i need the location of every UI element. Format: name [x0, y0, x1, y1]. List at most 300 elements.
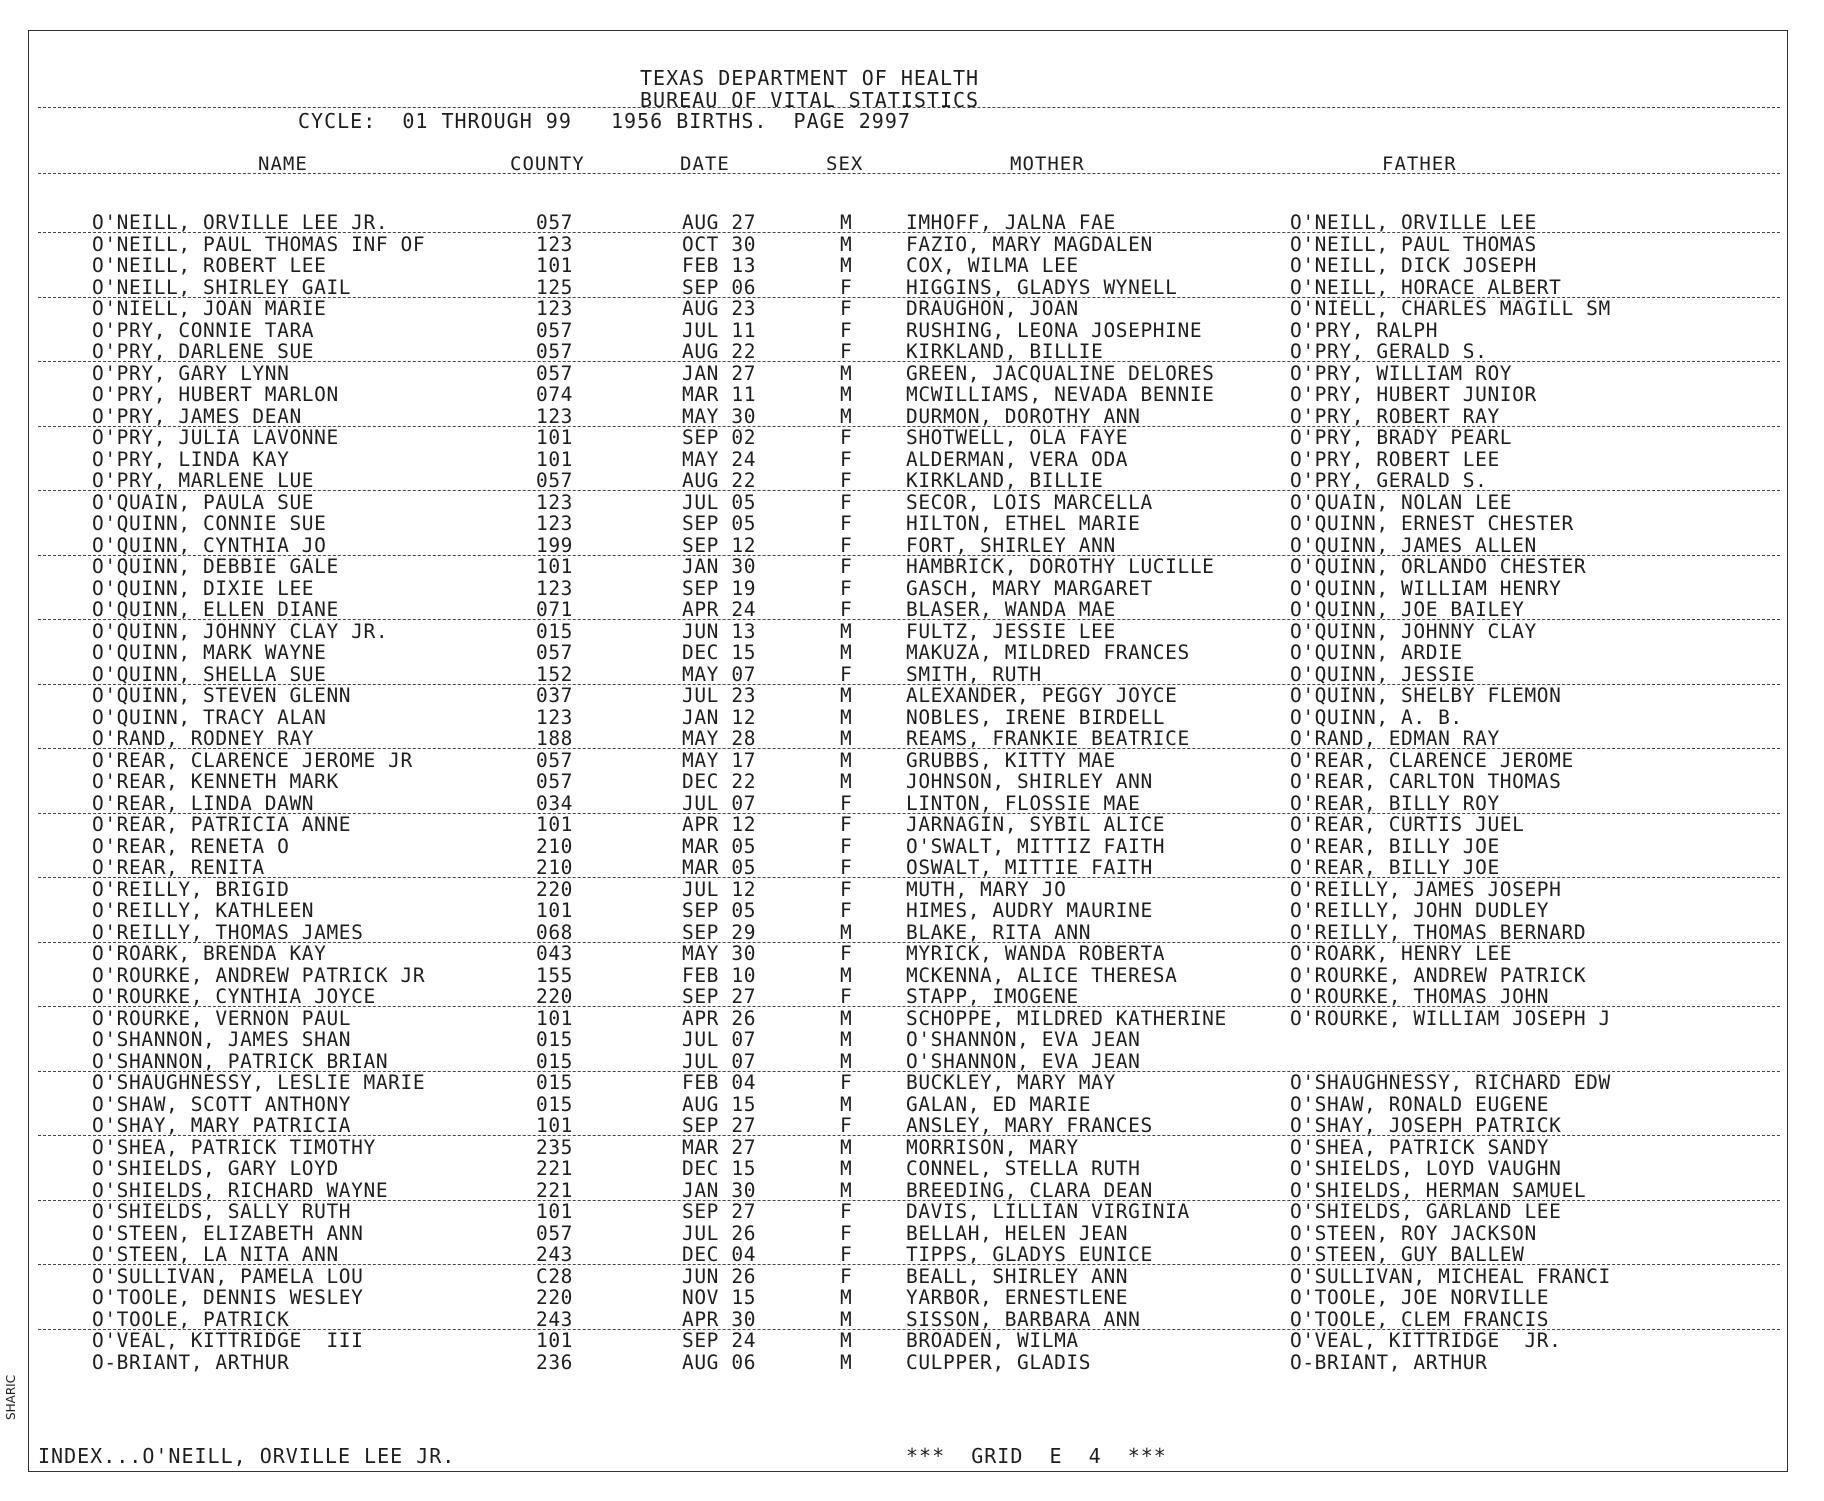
cell-county: 015 [536, 1028, 574, 1051]
cell-county: 101 [536, 426, 574, 449]
cell-name: O'QUINN, JOHNNY CLAY JR. [92, 619, 389, 643]
table-row [0, 1287, 1824, 1309]
cell-sex: F [840, 340, 853, 363]
cell-date: APR 26 [682, 1006, 757, 1030]
cell-date: JAN 27 [682, 361, 757, 385]
cell-sex: M [840, 770, 853, 793]
cell-mother: FAZIO, MARY MAGDALEN [906, 232, 1153, 256]
cell-sex: M [840, 1049, 853, 1073]
cell-father: O'PRY, GERALD S. [1290, 469, 1488, 492]
cell-mother: MYRICK, WANDA ROBERTA [906, 942, 1166, 965]
cell-name: O'QUINN, CYNTHIA JO [92, 533, 327, 557]
table-row [0, 621, 1824, 643]
cell-father: O'ROURKE, WILLIAM JOSEPH J [1290, 1006, 1611, 1030]
table-row [0, 1223, 1824, 1245]
cell-father: O'PRY, BRADY PEARL [1290, 426, 1513, 449]
table-row [0, 1115, 1824, 1137]
cell-father: O'NEILL, DICK JOSEPH [1290, 254, 1537, 277]
cell-date: MAY 24 [682, 447, 757, 471]
cell-father: O'QUINN, ARDIE [1290, 641, 1463, 664]
cell-county: 057 [536, 641, 574, 664]
cell-date: OCT 30 [682, 232, 757, 256]
cell-name: O'ROURKE, VERNON PAUL [92, 1006, 352, 1030]
cell-county: 043 [536, 942, 574, 965]
cell-date: FEB 04 [682, 1071, 757, 1094]
cell-sex: F [840, 318, 853, 342]
cell-name: O'TOOLE, PATRICK [92, 1307, 290, 1331]
header-divider [38, 107, 1780, 108]
cell-mother: HAMBRICK, DOROTHY LUCILLE [906, 555, 1215, 578]
cell-date: JUL 07 [682, 791, 757, 815]
cell-sex: M [840, 1286, 853, 1309]
cell-father: O'QUINN, WILLIAM HENRY [1290, 576, 1562, 600]
cell-mother: MORRISON, MARY [906, 1135, 1079, 1159]
cell-father: O'REILLY, JOHN DUDLEY [1290, 899, 1550, 922]
cell-name: O'REILLY, KATHLEEN [92, 899, 315, 922]
cell-sex: M [840, 1329, 853, 1352]
cell-mother: HIMES, AUDRY MAURINE [906, 899, 1153, 922]
cell-sex: F [840, 985, 853, 1008]
cell-date: SEP 02 [682, 426, 757, 449]
cell-mother: MUTH, MARY JO [906, 877, 1067, 901]
cell-date: JUN 26 [682, 1264, 757, 1288]
cell-date: JUL 05 [682, 490, 757, 514]
table-row [0, 793, 1824, 815]
cell-father: O'QUINN, ORLANDO CHESTER [1290, 555, 1587, 578]
cell-mother: STAPP, IMOGENE [906, 985, 1079, 1008]
cell-sex: F [840, 1221, 853, 1245]
cell-county: 057 [536, 770, 574, 793]
side-label: SHARIC [4, 1374, 18, 1420]
table-row [0, 707, 1824, 729]
cell-date: MAY 30 [682, 404, 757, 428]
cell-name: O'PRY, HUBERT MARLON [92, 383, 339, 406]
cell-county: 101 [536, 899, 574, 922]
cell-date: SEP 05 [682, 512, 757, 535]
cell-name: O'SHAW, SCOTT ANTHONY [92, 1092, 352, 1116]
cell-date: JAN 30 [682, 555, 757, 578]
cell-sex: M [840, 641, 853, 664]
cell-mother: O'SWALT, MITTIZ FAITH [906, 834, 1166, 858]
cell-father: O'REAR, CARLTON THOMAS [1290, 770, 1562, 793]
table-row [0, 879, 1824, 901]
table-row [0, 900, 1824, 922]
cell-father: O'STEEN, GUY BALLEW [1290, 1243, 1525, 1266]
cell-sex: M [840, 920, 853, 944]
cell-county: 057 [536, 748, 574, 772]
cell-mother: DURMON, DOROTHY ANN [906, 404, 1141, 428]
cell-name: O'QUINN, TRACY ALAN [92, 705, 327, 729]
cell-name: O'REILLY, THOMAS JAMES [92, 920, 364, 944]
cell-mother: FULTZ, JESSIE LEE [906, 619, 1116, 643]
cell-name: O'QUINN, STEVEN GLENN [92, 684, 352, 707]
cell-county: 057 [536, 318, 574, 342]
cell-sex: M [840, 232, 853, 256]
cell-sex: M [840, 727, 853, 750]
table-row [0, 836, 1824, 858]
cell-name: O'PRY, JULIA LAVONNE [92, 426, 339, 449]
cell-county: 101 [536, 1329, 574, 1352]
cell-sex: F [840, 533, 853, 557]
cell-father: O'QUINN, JOHNNY CLAY [1290, 619, 1537, 643]
cell-county: 074 [536, 383, 574, 406]
cell-mother: ALDERMAN, VERA ODA [906, 447, 1129, 471]
cell-county: 243 [536, 1307, 574, 1331]
cell-sex: F [840, 1243, 853, 1266]
table-row [0, 943, 1824, 965]
table-row [0, 556, 1824, 578]
cell-sex: F [840, 555, 853, 578]
cell-name: O'QUINN, CONNIE SUE [92, 512, 327, 535]
cell-mother: YARBOR, ERNESTLENE [906, 1286, 1129, 1309]
cell-father: O'REILLY, JAMES JOSEPH [1290, 877, 1562, 901]
table-row [0, 1352, 1824, 1374]
cell-mother: SMITH, RUTH [906, 662, 1042, 686]
cell-mother: O'SHANNON, EVA JEAN [906, 1028, 1141, 1051]
table-row [0, 298, 1824, 320]
cell-father: O'SHIELDS, LOYD VAUGHN [1290, 1157, 1562, 1180]
cell-county: 057 [536, 211, 574, 234]
cell-date: AUG 22 [682, 469, 757, 492]
cell-sex: M [840, 684, 853, 707]
cell-name: O'REAR, KENNETH MARK [92, 770, 339, 793]
cell-name: O'SULLIVAN, PAMELA LOU [92, 1264, 364, 1288]
cell-mother: LINTON, FLOSSIE MAE [906, 791, 1141, 815]
cell-date: SEP 27 [682, 1114, 757, 1137]
birth-records-table [0, 212, 1824, 1373]
cell-date: DEC 04 [682, 1243, 757, 1266]
cell-name: O'PRY, DARLENE SUE [92, 340, 315, 363]
cell-father: O'NIELL, CHARLES MAGILL SM [1290, 297, 1611, 320]
cell-date: NOV 15 [682, 1286, 757, 1309]
cell-name: O'SHEA, PATRICK TIMOTHY [92, 1135, 376, 1159]
cell-county: 220 [536, 1286, 574, 1309]
table-row [0, 1330, 1824, 1352]
cell-mother: CONNEL, STELLA RUTH [906, 1157, 1141, 1180]
table-row [0, 1072, 1824, 1094]
cell-father: O'NEILL, ORVILLE LEE [1290, 211, 1537, 234]
cell-father: O'SHAW, RONALD EUGENE [1290, 1092, 1550, 1116]
cell-name: O'SHANNON, JAMES SHAN [92, 1028, 352, 1051]
table-row [0, 750, 1824, 772]
cell-date: MAY 30 [682, 942, 757, 965]
cell-name: O'QUINN, DEBBIE GALE [92, 555, 339, 578]
table-row [0, 664, 1824, 686]
cell-father: O'PRY, HUBERT JUNIOR [1290, 383, 1537, 406]
cell-sex: F [840, 942, 853, 965]
cell-father: O'SULLIVAN, MICHEAL FRANCI [1290, 1264, 1611, 1288]
cell-mother: BROADEN, WILMA [906, 1329, 1079, 1352]
table-row [0, 685, 1824, 707]
col-father: FATHER [1382, 153, 1457, 175]
cell-sex: F [840, 856, 853, 879]
cell-mother: MAKUZA, MILDRED FRANCES [906, 641, 1190, 664]
cell-county: 057 [536, 469, 574, 492]
table-row [0, 1180, 1824, 1202]
cell-mother: IMHOFF, JALNA FAE [906, 211, 1116, 234]
table-row [0, 728, 1824, 750]
table-row [0, 965, 1824, 987]
cell-name: O'NEILL, ROBERT LEE [92, 254, 327, 277]
cell-mother: KIRKLAND, BILLIE [906, 340, 1104, 363]
cell-county: 015 [536, 1092, 574, 1116]
cell-mother: COX, WILMA LEE [906, 254, 1079, 277]
cell-name: O'ROARK, BRENDA KAY [92, 942, 327, 965]
cell-date: AUG 23 [682, 297, 757, 320]
cell-father: O'REAR, BILLY ROY [1290, 791, 1500, 815]
cell-date: APR 24 [682, 598, 757, 621]
cell-father: O'SHEA, PATRICK SANDY [1290, 1135, 1550, 1159]
table-row [0, 449, 1824, 471]
cell-county: 221 [536, 1157, 574, 1180]
cell-name: O'REAR, LINDA DAWN [92, 791, 315, 815]
cell-name: O'PRY, JAMES DEAN [92, 404, 302, 428]
cell-date: FEB 13 [682, 254, 757, 277]
cell-mother: BELLAH, HELEN JEAN [906, 1221, 1129, 1245]
cell-name: O'QUINN, DIXIE LEE [92, 576, 315, 600]
table-row [0, 212, 1824, 234]
table-row [0, 234, 1824, 256]
cell-sex: M [840, 963, 853, 987]
cell-county: 071 [536, 598, 574, 621]
cell-mother: GASCH, MARY MARGARET [906, 576, 1153, 600]
cell-father: O'QUINN, JAMES ALLEN [1290, 533, 1537, 557]
cell-county: 068 [536, 920, 574, 944]
cell-date: JUL 26 [682, 1221, 757, 1245]
cell-county: 220 [536, 985, 574, 1008]
cell-date: DEC 15 [682, 1157, 757, 1180]
cell-father: O'VEAL, KITTRIDGE JR. [1290, 1329, 1562, 1352]
table-row [0, 986, 1824, 1008]
cell-sex: F [840, 576, 853, 600]
cell-father: O'QUINN, JESSIE [1290, 662, 1476, 686]
cell-name: O'REAR, RENETA O [92, 834, 290, 858]
table-row [0, 341, 1824, 363]
cell-name: O'QUINN, SHELLA SUE [92, 662, 327, 686]
cell-date: JAN 12 [682, 705, 757, 729]
cell-sex: F [840, 469, 853, 492]
cell-mother: TIPPS, GLADYS EUNICE [906, 1243, 1153, 1266]
cell-mother: JOHNSON, SHIRLEY ANN [906, 770, 1153, 793]
cell-name: O'STEEN, ELIZABETH ANN [92, 1221, 364, 1245]
cell-county: 123 [536, 490, 574, 514]
cell-county: 123 [536, 576, 574, 600]
cell-county: 101 [536, 813, 574, 836]
cell-county: 123 [536, 404, 574, 428]
table-row [0, 513, 1824, 535]
cell-county: 057 [536, 361, 574, 385]
cycle-line: CYCLE: 01 THROUGH 99 1956 BIRTHS. PAGE 2997 [298, 109, 911, 133]
footer-grid: *** GRID E 4 *** [906, 1444, 1167, 1468]
cell-sex: M [840, 1307, 853, 1331]
cell-name: O'PRY, GARY LYNN [92, 361, 290, 385]
table-row [0, 277, 1824, 299]
cell-father: O'PRY, WILLIAM ROY [1290, 361, 1513, 385]
cell-date: SEP 29 [682, 920, 757, 944]
cell-father: O'QUINN, A. B. [1290, 705, 1463, 729]
cell-father: O-BRIANT, ARTHUR [1290, 1350, 1488, 1374]
table-row [0, 922, 1824, 944]
cell-father: O'QUINN, ERNEST CHESTER [1290, 512, 1574, 535]
cell-sex: M [840, 1178, 853, 1202]
cell-father: O'NEILL, HORACE ALBERT [1290, 275, 1562, 299]
cell-county: 152 [536, 662, 574, 686]
cell-father: O'PRY, RALPH [1290, 318, 1439, 342]
cell-county: 015 [536, 1049, 574, 1073]
cell-date: DEC 15 [682, 641, 757, 664]
cell-name: O'SHANNON, PATRICK BRIAN [92, 1049, 389, 1073]
cell-name: O'VEAL, KITTRIDGE III [92, 1329, 364, 1352]
cell-date: APR 30 [682, 1307, 757, 1331]
cell-sex: M [840, 748, 853, 772]
cell-date: AUG 22 [682, 340, 757, 363]
table-row [0, 492, 1824, 514]
cell-sex: M [840, 404, 853, 428]
cell-date: AUG 06 [682, 1350, 757, 1374]
col-name: NAME [258, 153, 308, 175]
cell-county: 123 [536, 512, 574, 535]
cell-sex: F [840, 512, 853, 535]
cell-county: 057 [536, 340, 574, 363]
cell-mother: HIGGINS, GLADYS WYNELL [906, 275, 1178, 299]
cell-father: O'SHAY, JOSEPH PATRICK [1290, 1114, 1562, 1137]
table-row [0, 1201, 1824, 1223]
cell-father: O'SHAUGHNESSY, RICHARD EDW [1290, 1071, 1611, 1094]
cell-name: O'STEEN, LA NITA ANN [92, 1243, 339, 1266]
table-row [0, 599, 1824, 621]
cell-date: SEP 27 [682, 1200, 757, 1223]
cell-sex: F [840, 275, 853, 299]
cell-mother: GREEN, JACQUALINE DELORES [906, 361, 1215, 385]
cell-mother: O'SHANNON, EVA JEAN [906, 1049, 1141, 1073]
cell-mother: MCWILLIAMS, NEVADA BENNIE [906, 383, 1215, 406]
cell-mother: JARNAGIN, SYBIL ALICE [906, 813, 1166, 836]
cell-sex: M [840, 705, 853, 729]
col-sex: SEX [826, 153, 864, 175]
cell-name: O'NEILL, PAUL THOMAS INF OF [92, 232, 426, 256]
cell-name: O'ROURKE, CYNTHIA JOYCE [92, 985, 376, 1008]
cell-date: APR 12 [682, 813, 757, 836]
cell-father: O'REAR, CURTIS JUEL [1290, 813, 1525, 836]
cell-sex: F [840, 791, 853, 815]
table-row [0, 470, 1824, 492]
cell-date: SEP 19 [682, 576, 757, 600]
cell-father: O'PRY, ROBERT RAY [1290, 404, 1500, 428]
cell-county: 188 [536, 727, 574, 750]
table-row [0, 384, 1824, 406]
cell-date: MAR 11 [682, 383, 757, 406]
cell-sex: F [840, 834, 853, 858]
column-header-divider [38, 173, 1780, 174]
cell-county: 101 [536, 447, 574, 471]
cell-father: O'QUINN, SHELBY FLEMON [1290, 684, 1562, 707]
cell-mother: SCHOPPE, MILDRED KATHERINE [906, 1006, 1227, 1030]
cell-father: O'ROURKE, ANDREW PATRICK [1290, 963, 1587, 987]
cell-name: O'SHIELDS, GARY LOYD [92, 1157, 339, 1180]
cell-date: SEP 06 [682, 275, 757, 299]
cell-county: 125 [536, 275, 574, 299]
cell-sex: F [840, 1071, 853, 1094]
table-row [0, 771, 1824, 793]
table-row [0, 320, 1824, 342]
table-row [0, 814, 1824, 836]
cell-county: 221 [536, 1178, 574, 1202]
cell-county: 015 [536, 1071, 574, 1094]
cell-county: 123 [536, 705, 574, 729]
cell-mother: BEALL, SHIRLEY ANN [906, 1264, 1129, 1288]
cell-date: MAR 05 [682, 834, 757, 858]
cell-sex: F [840, 297, 853, 320]
cell-name: O'REAR, RENITA [92, 856, 265, 879]
cell-county: 101 [536, 1114, 574, 1137]
cell-county: 101 [536, 254, 574, 277]
cell-sex: F [840, 447, 853, 471]
cell-sex: M [840, 1350, 853, 1374]
cell-date: DEC 22 [682, 770, 757, 793]
cell-county: 236 [536, 1350, 574, 1374]
table-row [0, 1158, 1824, 1180]
cell-date: MAY 17 [682, 748, 757, 772]
cell-county: 235 [536, 1135, 574, 1159]
table-row [0, 642, 1824, 664]
cell-father: O'ROARK, HENRY LEE [1290, 942, 1513, 965]
cell-county: 015 [536, 619, 574, 643]
cell-sex: F [840, 877, 853, 901]
cell-name: O'REILLY, BRIGID [92, 877, 290, 901]
cell-date: JAN 30 [682, 1178, 757, 1202]
cell-date: MAY 07 [682, 662, 757, 686]
cell-sex: M [840, 254, 853, 277]
cell-name: O'SHIELDS, RICHARD WAYNE [92, 1178, 389, 1202]
cell-county: 037 [536, 684, 574, 707]
cell-mother: NOBLES, IRENE BIRDELL [906, 705, 1166, 729]
cell-sex: F [840, 662, 853, 686]
cell-father: O'QUAIN, NOLAN LEE [1290, 490, 1513, 514]
cell-mother: MCKENNA, ALICE THERESA [906, 963, 1178, 987]
cell-date: MAR 27 [682, 1135, 757, 1159]
cell-mother: REAMS, FRANKIE BEATRICE [906, 727, 1190, 750]
col-mother: MOTHER [1010, 153, 1085, 175]
cell-sex: M [840, 211, 853, 234]
cell-date: SEP 27 [682, 985, 757, 1008]
cell-sex: M [840, 1092, 853, 1116]
cell-sex: F [840, 899, 853, 922]
cell-name: O'SHIELDS, SALLY RUTH [92, 1200, 352, 1223]
table-row [0, 857, 1824, 879]
cell-sex: F [840, 1200, 853, 1223]
cell-father: O'REAR, CLARENCE JEROME [1290, 748, 1574, 772]
cell-father: O'NEILL, PAUL THOMAS [1290, 232, 1537, 256]
cell-date: AUG 27 [682, 211, 757, 234]
cell-father: O'ROURKE, THOMAS JOHN [1290, 985, 1550, 1008]
cell-name: O'SHAY, MARY PATRICIA [92, 1114, 352, 1137]
cell-sex: M [840, 619, 853, 643]
table-row [0, 578, 1824, 600]
agency-title: TEXAS DEPARTMENT OF HEALTH [640, 66, 980, 90]
table-row [0, 363, 1824, 385]
cell-name: O'QUINN, ELLEN DIANE [92, 598, 339, 621]
cell-date: AUG 15 [682, 1092, 757, 1116]
cell-county: 101 [536, 555, 574, 578]
cell-name: O-BRIANT, ARTHUR [92, 1350, 290, 1374]
cell-sex: F [840, 426, 853, 449]
cell-father: O'STEEN, ROY JACKSON [1290, 1221, 1537, 1245]
cell-name: O'NEILL, ORVILLE LEE JR. [92, 211, 389, 234]
cell-name: O'REAR, CLARENCE JEROME JR [92, 748, 413, 772]
cell-mother: RUSHING, LEONA JOSEPHINE [906, 318, 1203, 342]
cell-mother: SISSON, BARBARA ANN [906, 1307, 1141, 1331]
cell-date: SEP 05 [682, 899, 757, 922]
